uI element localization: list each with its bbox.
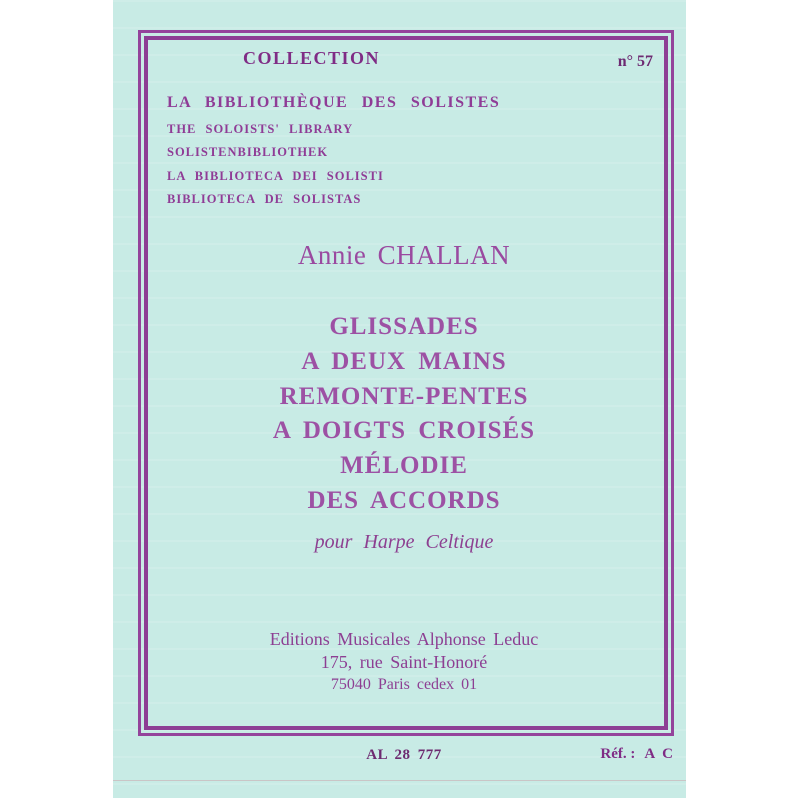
catalog-number: AL 28 777 bbox=[366, 747, 442, 763]
publisher-city: 75040 Paris cedex 01 bbox=[330, 676, 478, 693]
collection-label: COLLECTION bbox=[243, 48, 381, 68]
title-line-1: GLISSADES bbox=[329, 313, 479, 340]
instrumentation-subtitle: pour Harpe Celtique bbox=[314, 531, 494, 553]
collection-number: n° 57 bbox=[617, 53, 653, 70]
publisher-name: Editions Musicales Alphonse Leduc bbox=[269, 629, 539, 649]
publisher-street: 175, rue Saint-Honoré bbox=[320, 652, 488, 672]
library-title-spanish: BIBLIOTECA DE SOLISTAS bbox=[167, 192, 362, 206]
title-line-4: A DOIGTS CROISÉS bbox=[272, 417, 536, 445]
title-line-3: REMONTE-PENTES bbox=[279, 382, 529, 410]
library-title-italian: LA BIBLIOTECA DEI SOLISTI bbox=[167, 169, 384, 183]
score-cover-page bbox=[113, 0, 686, 798]
scan-artifact-line bbox=[113, 780, 686, 781]
publisher-block bbox=[149, 627, 659, 695]
reference-value: A C bbox=[644, 746, 675, 762]
title-line-5: MÉLODIE bbox=[340, 452, 468, 480]
reference-label: Réf. : bbox=[600, 746, 636, 762]
title-line-6: DES ACCORDS bbox=[307, 486, 501, 514]
library-title-french: LA BIBLIOTHÈQUE DES SOLISTES bbox=[167, 94, 501, 111]
library-title-english: THE SOLOISTS' LIBRARY bbox=[167, 122, 354, 136]
library-title-german: SOLISTENBIBLIOTHEK bbox=[167, 145, 329, 159]
composer-name: Annie CHALLAN bbox=[297, 240, 511, 270]
reference-code bbox=[600, 746, 675, 763]
title-line-2: A DEUX MAINS bbox=[301, 347, 507, 375]
work-title-block bbox=[149, 310, 659, 519]
